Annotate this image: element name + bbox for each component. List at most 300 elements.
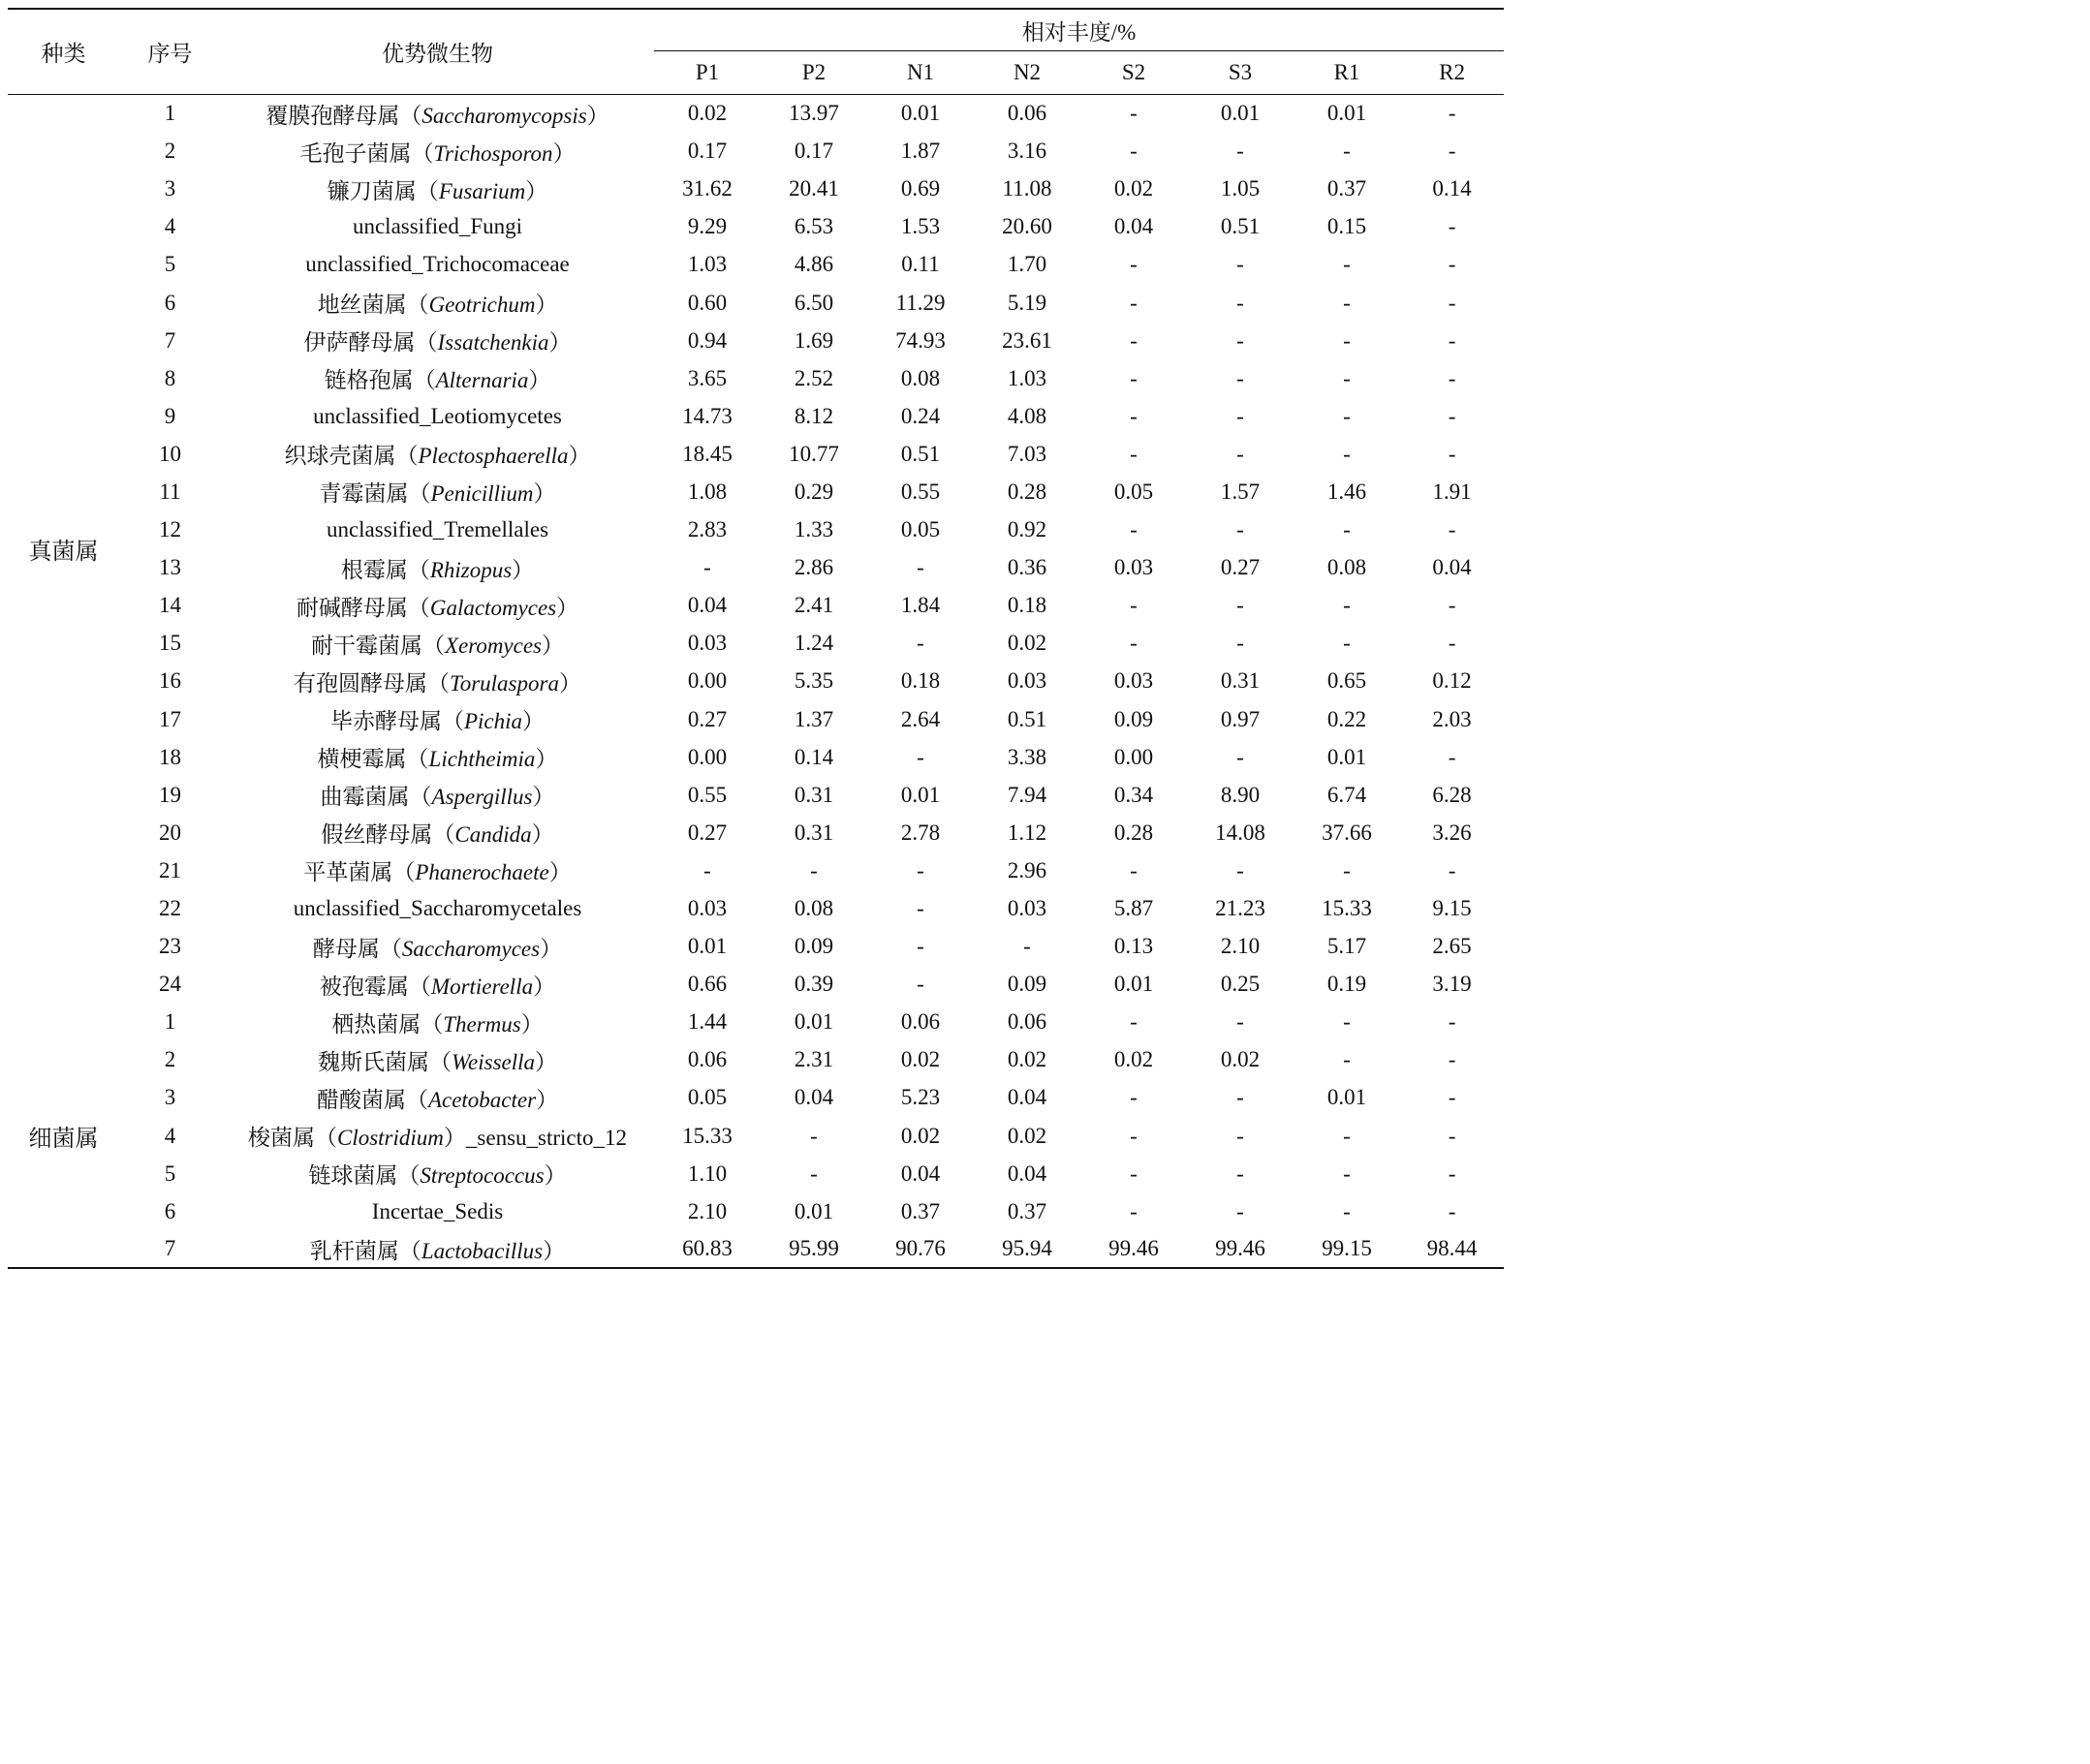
row-index: 10	[159, 441, 181, 466]
abundance-value: 0.37	[1007, 1198, 1047, 1223]
abundance-value: 0.03	[687, 896, 728, 921]
abundance-value: 0.55	[687, 782, 728, 807]
organism-name	[221, 1004, 654, 1041]
organism-cn: 栖热菌属（	[331, 1011, 444, 1037]
abundance-value: 31.62	[682, 176, 733, 201]
row-index: 2	[164, 1047, 176, 1072]
abundance-value: 2.10	[1220, 934, 1261, 959]
organism-name	[221, 246, 654, 284]
abundance-value: 5.35	[794, 668, 834, 694]
abundance-value: -	[1236, 139, 1244, 164]
table-row	[8, 966, 1504, 1004]
abundance-value: 14.73	[682, 403, 733, 428]
abundance-value: 5.17	[1326, 934, 1367, 959]
abundance-value: 2.64	[900, 706, 941, 731]
abundance-value: 0.01	[1113, 972, 1154, 997]
abundance-value: 1.44	[687, 1009, 728, 1035]
abundance-value: 3.65	[687, 365, 728, 390]
organism-latin: Geotrichum	[428, 293, 536, 318]
abundance-value: 0.04	[1007, 1161, 1047, 1186]
organism-name	[221, 776, 654, 814]
row-index: 7	[164, 327, 176, 353]
abundance-value: -	[1448, 1123, 1456, 1148]
abundance-value: 11.29	[895, 290, 946, 315]
table-row	[8, 587, 1504, 625]
organism-latin: Clostridium	[336, 1126, 444, 1151]
organism-cn: unclassified_Trichocomaceae	[305, 252, 570, 277]
organism-suffix: ）	[556, 595, 579, 620]
organism-name	[221, 511, 654, 549]
organism-name	[221, 473, 654, 511]
abundance-value: 13.97	[789, 101, 839, 126]
organism-suffix: ）	[525, 178, 548, 203]
table-row	[8, 776, 1504, 814]
abundance-value: 0.39	[794, 972, 834, 997]
row-index: 16	[159, 668, 181, 694]
row-index: 23	[159, 934, 181, 959]
organism-latin: Xeromyces	[444, 633, 543, 658]
organism-cn: 链格孢属（	[324, 368, 436, 393]
organism-cn: 耐碱酵母属（	[296, 595, 430, 620]
abundance-value: -	[1448, 1009, 1456, 1035]
abundance-value: 2.41	[794, 593, 834, 618]
organism-suffix: ）	[520, 1011, 544, 1037]
organism-latin: Phanerochaete	[415, 860, 549, 885]
abundance-value: 5.23	[900, 1085, 941, 1110]
row-index: 4	[164, 214, 176, 239]
organism-name	[221, 1155, 654, 1192]
abundance-value: 0.27	[687, 820, 728, 845]
abundance-value: 0.02	[687, 101, 728, 126]
abundance-value: -	[1130, 101, 1138, 126]
abundance-value: -	[1236, 290, 1244, 315]
abundance-value: 2.03	[1432, 706, 1472, 731]
table-row	[8, 814, 1504, 851]
abundance-value: 7.94	[1007, 782, 1047, 807]
organism-name	[221, 966, 654, 1004]
organism-name	[221, 814, 654, 851]
row-index: 7	[164, 1236, 176, 1261]
abundance-value: -	[917, 896, 924, 921]
abundance-value: 0.31	[794, 782, 834, 807]
abundance-value: 2.52	[794, 365, 834, 390]
abundance-value: 0.04	[794, 1085, 834, 1110]
abundance-value: 0.55	[900, 479, 941, 504]
abundance-value: -	[1236, 517, 1244, 542]
abundance-value: 4.08	[1007, 403, 1047, 428]
abundance-value: 6.53	[794, 214, 834, 239]
abundance-value: 1.33	[794, 517, 834, 542]
row-index: 20	[159, 820, 181, 845]
abundance-value: 9.15	[1432, 896, 1472, 921]
abundance-value: 0.04	[687, 593, 728, 618]
abundance-value: -	[1130, 593, 1138, 618]
abundance-value: 9.29	[687, 214, 728, 239]
abundance-value: 0.04	[1113, 214, 1154, 239]
abundance-value: 0.05	[1113, 479, 1154, 504]
organism-latin: Lichtheimia	[428, 747, 536, 772]
header-sample-r1: R1	[1333, 60, 1360, 84]
organism-latin: Torulaspora	[450, 670, 559, 696]
organism-name	[221, 284, 654, 322]
table-row	[8, 359, 1504, 397]
organism-latin: Penicillium	[430, 481, 534, 507]
organism-cn: 耐干霉菌属（	[310, 633, 445, 658]
abundance-value: 60.83	[682, 1236, 733, 1261]
organism-suffix: ）	[535, 293, 558, 318]
organism-cn: 平革菌属（	[303, 860, 416, 885]
abundance-value: 10.77	[789, 441, 839, 466]
abundance-value: 0.09	[1113, 706, 1154, 731]
table-row	[8, 928, 1504, 966]
abundance-value: -	[1236, 744, 1244, 769]
abundance-value: -	[1236, 1009, 1244, 1035]
abundance-value: -	[1448, 1198, 1456, 1223]
abundance-value: 1.24	[794, 631, 834, 656]
abundance-value: 98.44	[1426, 1236, 1478, 1261]
abundance-value: 5.19	[1007, 290, 1047, 315]
abundance-value: 1.87	[900, 139, 941, 164]
organism-name	[221, 889, 654, 927]
abundance-value: 0.06	[1007, 101, 1047, 126]
organism-cn: unclassified_Leotiomycetes	[313, 403, 562, 428]
abundance-value: 0.08	[794, 896, 834, 921]
organism-latin: Saccharomyces	[401, 936, 541, 961]
abundance-value: 1.37	[794, 706, 834, 731]
abundance-value: -	[810, 857, 818, 882]
table-row	[8, 95, 1504, 133]
table-header	[8, 9, 1504, 95]
abundance-value: 6.50	[794, 290, 834, 315]
organism-cn: 魏斯氏菌属（	[317, 1049, 452, 1074]
abundance-value: 3.26	[1432, 820, 1472, 845]
abundance-value: -	[1343, 252, 1351, 277]
abundance-value: -	[1236, 857, 1244, 882]
table-row	[8, 700, 1504, 738]
abundance-value: -	[1236, 1198, 1244, 1223]
abundance-value: -	[1130, 327, 1138, 353]
abundance-value: 0.66	[687, 972, 728, 997]
abundance-value: 0.01	[1326, 1085, 1367, 1110]
abundance-value: -	[1448, 403, 1456, 428]
row-index: 18	[159, 744, 181, 769]
abundance-value: 0.69	[900, 176, 941, 201]
table-row	[8, 246, 1504, 284]
abundance-value: -	[1343, 1161, 1351, 1186]
abundance-value: 0.06	[900, 1009, 941, 1035]
abundance-value: 0.03	[1007, 896, 1047, 921]
abundance-value: 4.86	[794, 252, 834, 277]
abundance-value: 2.10	[687, 1198, 728, 1223]
abundance-value: 1.53	[900, 214, 941, 239]
abundance-value: 5.87	[1113, 896, 1154, 921]
organism-cn: unclassified_Saccharomycetales	[293, 896, 582, 921]
abundance-value: 95.94	[1002, 1236, 1052, 1261]
abundance-value: 0.01	[794, 1009, 834, 1035]
table-row	[8, 208, 1504, 246]
abundance-value: -	[1343, 139, 1351, 164]
row-index: 3	[164, 176, 176, 201]
group-category: 真菌属	[28, 540, 99, 566]
abundance-value: 0.04	[1007, 1085, 1047, 1110]
table-row	[8, 284, 1504, 322]
abundance-value: 0.25	[1220, 972, 1261, 997]
table-row	[8, 1117, 1504, 1155]
table-row	[8, 511, 1504, 549]
abundance-value: 74.93	[895, 327, 946, 353]
abundance-value: 0.19	[1326, 972, 1367, 997]
organism-name	[221, 1079, 654, 1117]
organism-name	[221, 170, 654, 208]
abundance-value: 15.33	[1322, 896, 1372, 921]
abundance-value: 1.57	[1220, 479, 1261, 504]
abundance-value: 0.02	[1113, 176, 1154, 201]
organism-cn: 有孢圆酵母属（	[294, 670, 451, 696]
organism-latin: Acetobacter	[427, 1087, 537, 1112]
organism-name	[221, 359, 654, 397]
abundance-value: -	[1236, 1123, 1244, 1148]
abundance-value: -	[1343, 517, 1351, 542]
organism-cn: 横梗霉属（	[317, 747, 429, 772]
organism-latin: Fusarium	[438, 178, 526, 203]
abundance-value: 1.69	[794, 327, 834, 353]
abundance-value: -	[1448, 593, 1456, 618]
abundance-value: 0.92	[1007, 517, 1047, 542]
abundance-value: 0.01	[687, 934, 728, 959]
abundance-value: 0.02	[1220, 1047, 1261, 1072]
organism-cn: 醋酸菌属（	[316, 1087, 428, 1112]
abundance-value: 1.70	[1007, 252, 1047, 277]
row-index: 14	[159, 593, 181, 618]
organism-cn: unclassified_Fungi	[352, 214, 523, 239]
row-index: 3	[164, 1085, 176, 1110]
organism-name	[221, 1041, 654, 1079]
row-index: 17	[159, 706, 181, 731]
abundance-value: 0.14	[1432, 176, 1472, 201]
organism-suffix: ）	[535, 1049, 558, 1074]
row-index: 13	[159, 555, 181, 580]
abundance-value: -	[1448, 1161, 1456, 1186]
organism-suffix: ）	[533, 974, 556, 999]
abundance-value: -	[1236, 252, 1244, 277]
abundance-value: 3.19	[1432, 972, 1472, 997]
organism-cn: 梭菌属（	[247, 1126, 337, 1151]
abundance-value: -	[1448, 252, 1456, 277]
abundance-value: 0.65	[1326, 668, 1367, 694]
organism-name	[221, 928, 654, 966]
abundance-value: 0.03	[1007, 668, 1047, 694]
abundance-table	[8, 8, 1504, 1269]
organism-latin: Aspergillus	[431, 785, 533, 810]
organism-latin: Saccharomycopsis	[421, 103, 587, 128]
abundance-value: 0.01	[900, 782, 941, 807]
organism-suffix: ）	[548, 860, 572, 885]
abundance-value: 1.03	[1007, 365, 1047, 390]
abundance-value: -	[1448, 441, 1456, 466]
abundance-value: 0.02	[1007, 631, 1047, 656]
organism-suffix: ）_sensu_stricto_12	[443, 1126, 628, 1151]
organism-latin: Issatchenkia	[437, 330, 549, 356]
abundance-value: -	[1130, 517, 1138, 542]
abundance-value: -	[1236, 593, 1244, 618]
abundance-value: -	[1343, 441, 1351, 466]
abundance-value: 0.01	[1326, 744, 1367, 769]
organism-suffix: ）	[533, 481, 556, 507]
abundance-value: -	[1130, 139, 1138, 164]
table-row	[8, 1230, 1504, 1268]
abundance-value: -	[1130, 1009, 1138, 1035]
row-index: 4	[164, 1123, 176, 1148]
abundance-value: -	[1130, 1198, 1138, 1223]
abundance-value: -	[1343, 1123, 1351, 1148]
abundance-value: 0.18	[1007, 593, 1047, 618]
abundance-value: -	[1448, 365, 1456, 390]
table-row	[8, 1041, 1504, 1079]
organism-latin: Candida	[454, 822, 532, 848]
abundance-value: 0.28	[1113, 820, 1154, 845]
organism-cn: 链球菌属（	[308, 1163, 421, 1189]
organism-latin: Plectosphaerella	[418, 444, 569, 469]
abundance-value: 0.08	[1326, 555, 1367, 580]
abundance-value: 37.66	[1322, 820, 1372, 845]
abundance-value: 0.01	[1326, 101, 1367, 126]
abundance-value: 0.97	[1220, 706, 1261, 731]
organism-cn: 假丝酵母属（	[321, 822, 455, 848]
table-row	[8, 473, 1504, 511]
abundance-value: 0.29	[794, 479, 834, 504]
organism-name	[221, 1117, 654, 1155]
abundance-value: -	[1448, 744, 1456, 769]
organism-cn: 曲霉菌属（	[320, 785, 432, 810]
abundance-value: 1.84	[900, 593, 941, 618]
row-index: 8	[164, 365, 176, 390]
abundance-value: 0.03	[1113, 668, 1154, 694]
abundance-value: 6.28	[1432, 782, 1472, 807]
abundance-value: 1.05	[1220, 176, 1261, 201]
organism-name	[221, 587, 654, 625]
organism-name	[221, 208, 654, 246]
header-category: 种类	[8, 9, 119, 95]
abundance-value: 2.78	[900, 820, 941, 845]
abundance-value: 20.60	[1002, 214, 1052, 239]
organism-cn: 地丝菌属（	[317, 293, 429, 318]
abundance-value: 0.94	[687, 327, 728, 353]
abundance-value: 0.04	[1432, 555, 1472, 580]
abundance-value: -	[1236, 403, 1244, 428]
table-row	[8, 625, 1504, 663]
abundance-value: 0.02	[1007, 1123, 1047, 1148]
organism-latin: Weissella	[451, 1049, 536, 1074]
abundance-value: 0.27	[687, 706, 728, 731]
organism-cn: Incertae_Sedis	[371, 1198, 504, 1223]
abundance-value: 0.03	[687, 631, 728, 656]
organism-latin: Trichosporon	[433, 140, 553, 166]
abundance-value: 0.12	[1432, 668, 1472, 694]
table-body	[8, 95, 1504, 1269]
abundance-value: 0.01	[900, 101, 941, 126]
row-index: 1	[164, 1009, 176, 1035]
organism-suffix: ）	[522, 709, 546, 734]
abundance-value: 0.03	[1113, 555, 1154, 580]
organism-latin: Rhizopus	[429, 557, 513, 582]
header-sample-p1: P1	[695, 60, 720, 84]
organism-name	[221, 663, 654, 700]
table-row	[8, 738, 1504, 776]
table-row	[8, 1004, 1504, 1041]
table-row	[8, 322, 1504, 359]
abundance-value: 2.96	[1007, 857, 1047, 882]
abundance-value: -	[1448, 1085, 1456, 1110]
organism-cn: 根霉属（	[340, 557, 430, 582]
abundance-value: 0.37	[1326, 176, 1367, 201]
organism-suffix: ）	[528, 368, 551, 393]
organism-cn: unclassified_Tremellales	[326, 517, 549, 542]
table-row	[8, 851, 1504, 889]
abundance-value: -	[1130, 1123, 1138, 1148]
group-category: 细菌属	[8, 1004, 119, 1269]
organism-suffix: ）	[552, 140, 576, 166]
abundance-value: 14.08	[1215, 820, 1265, 845]
row-index: 9	[164, 403, 176, 428]
organism-latin: Mortierella	[430, 974, 534, 999]
organism-suffix: ）	[543, 1238, 566, 1263]
organism-latin: Thermus	[443, 1011, 521, 1037]
abundance-value: -	[917, 555, 924, 580]
abundance-value: 99.15	[1322, 1236, 1372, 1261]
abundance-value: 18.45	[682, 441, 733, 466]
organism-cn: 镰刀菌属（	[327, 178, 439, 203]
abundance-value: -	[917, 972, 924, 997]
table-row	[8, 549, 1504, 587]
abundance-value: 90.76	[895, 1236, 946, 1261]
table-row	[8, 1155, 1504, 1192]
abundance-value: 0.02	[900, 1047, 941, 1072]
organism-cn: 覆膜孢酵母属（	[265, 103, 422, 128]
organism-latin: Galactomyces	[429, 595, 557, 620]
abundance-value: -	[1130, 857, 1138, 882]
abundance-value: 0.13	[1113, 934, 1154, 959]
header-sample-s3: S3	[1228, 60, 1253, 84]
abundance-value: 2.83	[687, 517, 728, 542]
abundance-value: 1.91	[1432, 479, 1472, 504]
abundance-value: 1.03	[687, 252, 728, 277]
table-row	[8, 1192, 1504, 1230]
organism-name	[221, 1230, 654, 1268]
abundance-value: 0.60	[687, 290, 728, 315]
abundance-value: -	[1448, 214, 1456, 239]
organism-name	[221, 625, 654, 663]
row-index: 11	[159, 479, 181, 504]
organism-suffix: ）	[542, 633, 565, 658]
abundance-value: 0.04	[900, 1161, 941, 1186]
organism-name	[221, 851, 654, 889]
organism-suffix: ）	[512, 557, 535, 582]
abundance-value: -	[810, 1123, 818, 1148]
abundance-value: 0.11	[901, 252, 940, 277]
abundance-value: 11.08	[1002, 176, 1052, 201]
abundance-value: -	[1448, 857, 1456, 882]
abundance-value: 0.51	[1220, 214, 1261, 239]
organism-cn: 毛孢子菌属（	[299, 140, 434, 166]
abundance-value: 0.51	[900, 441, 941, 466]
organism-suffix: ）	[586, 103, 609, 128]
table-row	[8, 397, 1504, 435]
abundance-value: -	[1448, 327, 1456, 353]
abundance-value: -	[1130, 365, 1138, 390]
row-index: 21	[159, 857, 181, 882]
row-index: 5	[164, 1161, 176, 1186]
organism-latin: Lactobacillus	[421, 1238, 544, 1263]
